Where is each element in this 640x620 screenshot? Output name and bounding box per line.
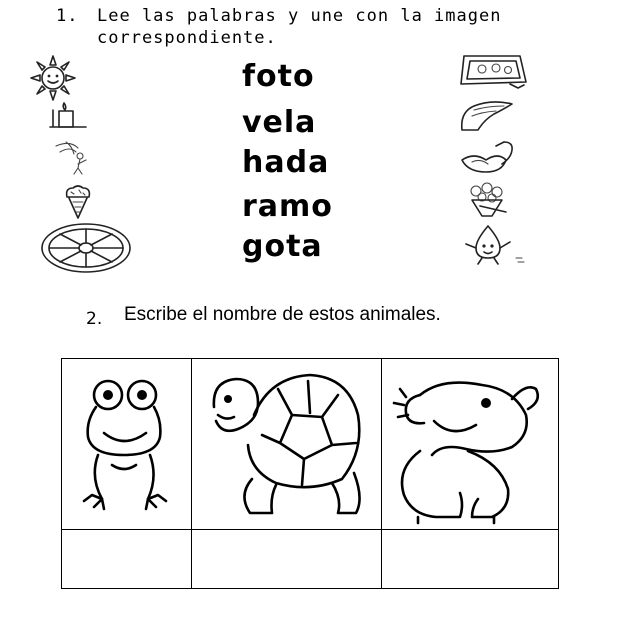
swan-icon[interactable]: [458, 138, 518, 176]
exercise-2-instruction: Escribe el nombre de estos animales.: [124, 304, 441, 325]
water-drop-icon[interactable]: [458, 222, 530, 266]
fairy-icon[interactable]: [52, 138, 98, 176]
ice-cream-icon[interactable]: [64, 184, 92, 220]
frog-cell: [62, 359, 192, 530]
animals-answer-row: [62, 530, 559, 589]
word-foto[interactable]: foto: [242, 59, 315, 94]
hippo-icon: [382, 359, 558, 529]
photo-frame-icon[interactable]: [458, 54, 530, 88]
sun-icon[interactable]: [30, 55, 76, 101]
turtle-icon: [192, 359, 381, 529]
hippo-cell: [382, 359, 559, 530]
animals-table: [61, 358, 559, 589]
candle-icon[interactable]: [48, 100, 88, 132]
turtle-cell: [192, 359, 382, 530]
exercise-1-instruction-line2: correspondiente.: [97, 28, 277, 48]
answer-cell-hippo[interactable]: [382, 530, 559, 589]
word-hada[interactable]: hada: [242, 145, 330, 180]
bouquet-icon[interactable]: [462, 182, 512, 220]
exercise-1-instruction-line1: Lee las palabras y une con la imagen: [97, 6, 502, 26]
word-gota[interactable]: gota: [242, 229, 323, 264]
word-vela[interactable]: vela: [242, 105, 317, 140]
answer-cell-frog[interactable]: [62, 530, 192, 589]
exercise-2-number: 2.: [86, 309, 103, 329]
frog-icon: [62, 359, 191, 529]
answer-cell-turtle[interactable]: [192, 530, 382, 589]
animals-picture-row: [62, 359, 559, 530]
wing-icon[interactable]: [458, 98, 516, 134]
exercise-1-number: 1.: [56, 6, 79, 26]
wheel-icon[interactable]: [40, 222, 132, 274]
word-ramo[interactable]: ramo: [242, 189, 333, 224]
